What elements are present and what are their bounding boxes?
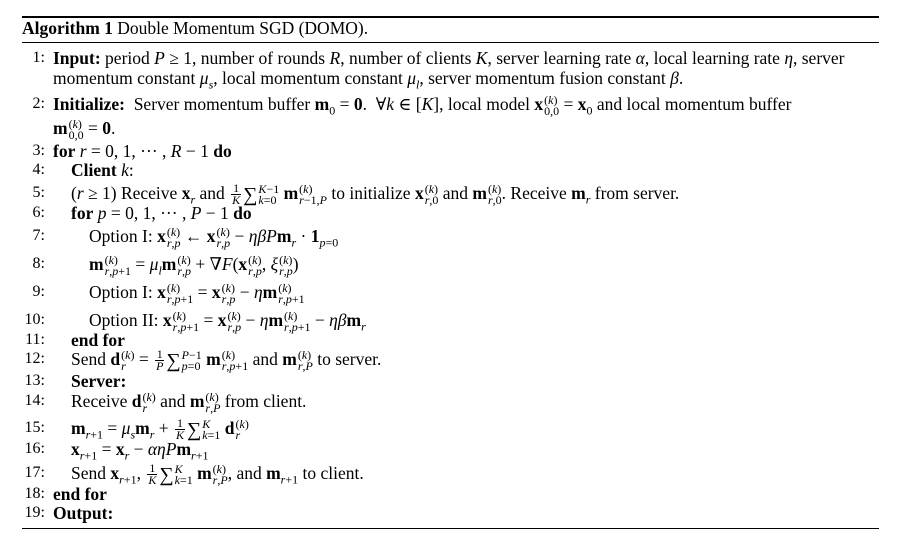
keyword: end for [53, 484, 107, 504]
keyword: Initialize: [53, 94, 125, 114]
line-number: 7: [32, 227, 45, 244]
keyword: Client [71, 160, 117, 180]
keyword: do [213, 141, 232, 161]
keyword: for [71, 203, 94, 223]
line-number: 1: [32, 49, 45, 66]
line-number: 14: [24, 392, 45, 409]
line-number: 8: [32, 255, 45, 272]
bottom-rule [22, 528, 879, 529]
line-number: 17: [24, 464, 45, 481]
line-number: 16: [24, 440, 45, 457]
keyword: for [53, 141, 76, 161]
line-number: 9: [32, 283, 45, 300]
caption-rule [22, 42, 879, 43]
line-number: 13: [24, 372, 45, 389]
keyword: do [233, 203, 252, 223]
caption-title: Double Momentum SGD (DOMO). [117, 18, 369, 38]
line-number: 6: [32, 204, 45, 221]
line-number: 12: [24, 350, 45, 367]
algorithm-caption [22, 18, 368, 39]
line-number: 11: [25, 331, 45, 348]
keyword: Output: [53, 503, 114, 523]
line-number: 15: [24, 419, 45, 436]
line-number: 2: [32, 95, 45, 112]
keyword: Input: [53, 48, 101, 68]
line-number: 18: [24, 485, 45, 502]
line-number: 3: [32, 142, 45, 159]
keyword: Server: [71, 371, 127, 391]
line-number: 5: [32, 184, 45, 201]
line-number: 10: [24, 311, 45, 328]
caption-label: Algorithm 1 [22, 18, 113, 38]
line-number: 4: [32, 161, 45, 178]
line-number: 19: [24, 504, 45, 521]
keyword: end for [71, 330, 125, 350]
